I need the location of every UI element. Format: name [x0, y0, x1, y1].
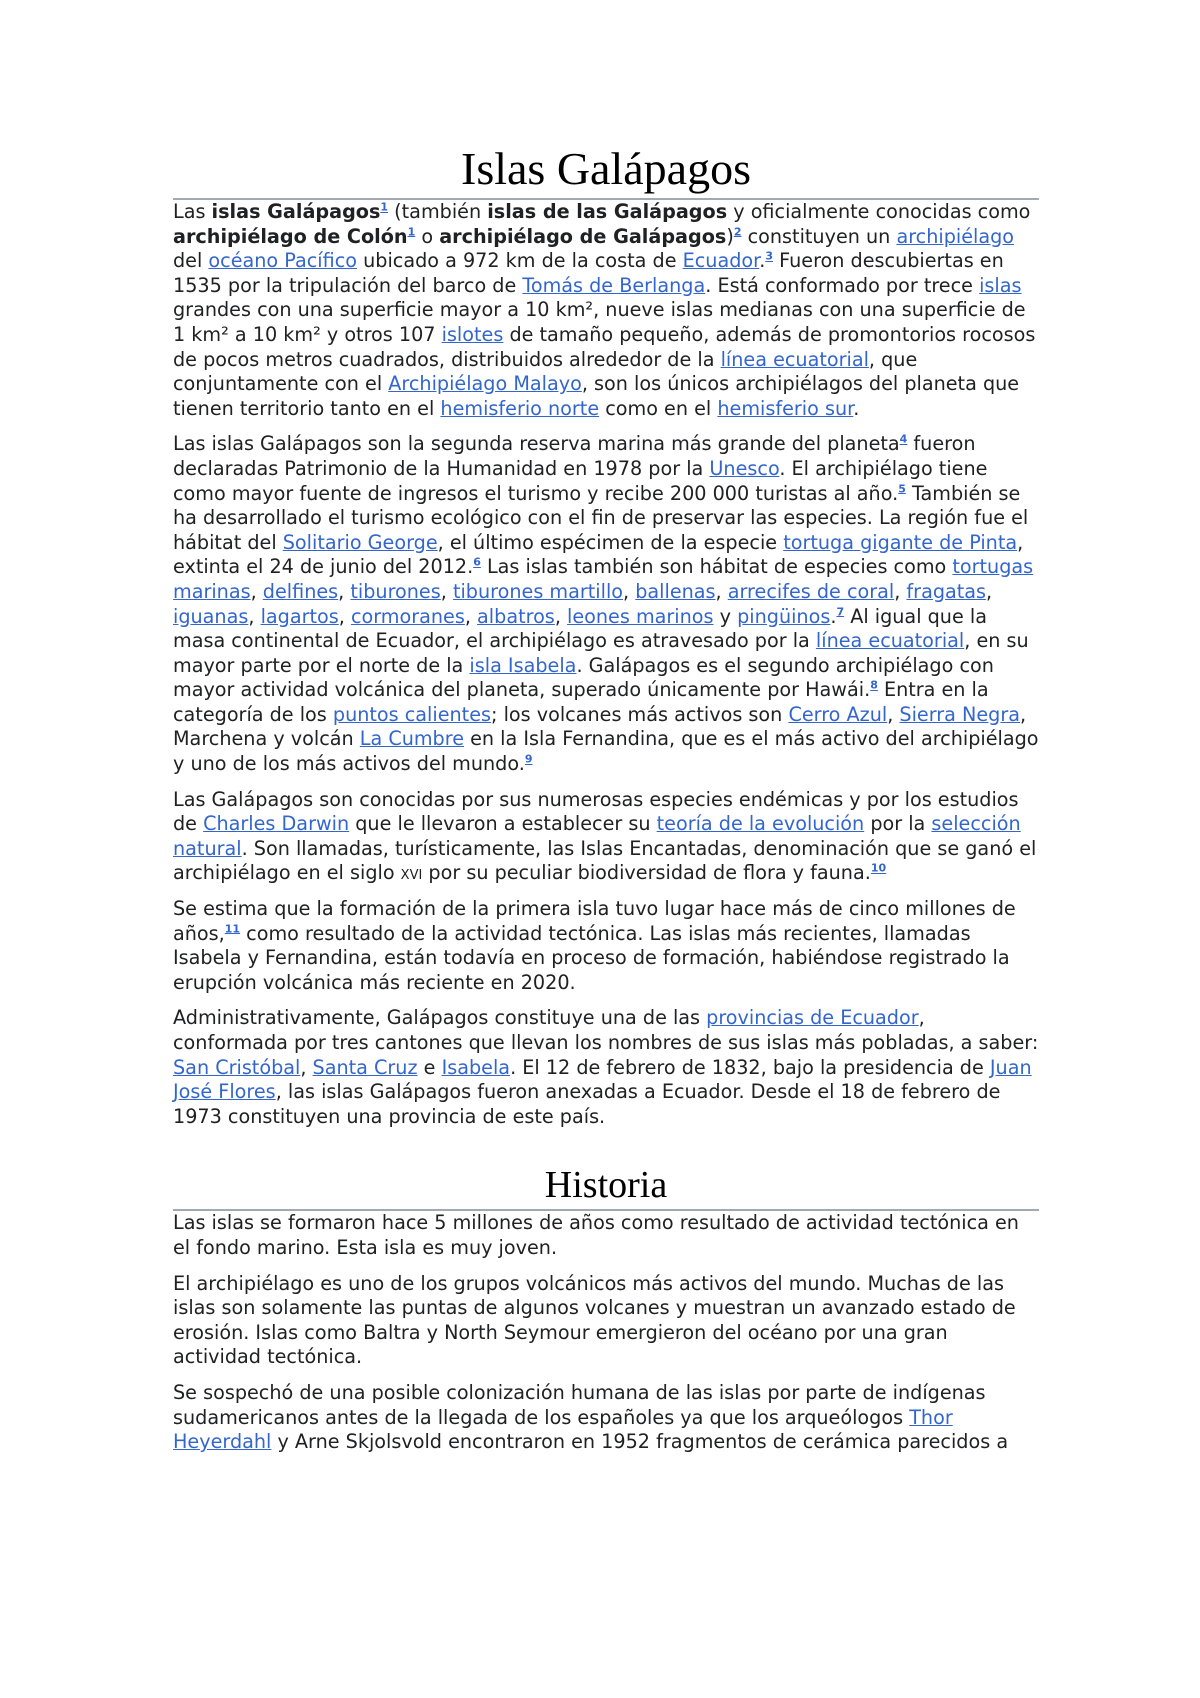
link-tomas-de-berlanga[interactable]: Tomás de Berlanga [522, 273, 706, 297]
reference-link[interactable]: 4 [899, 432, 908, 446]
link-tortugas-marinas[interactable]: tortugas marinas [173, 555, 1034, 603]
link-tiburones[interactable]: tiburones [350, 579, 441, 603]
text: y Arne Skjolsvold encontraron en 1952 fragmentos de cerámica parecidos a [271, 1430, 1009, 1454]
reference-link[interactable]: 3 [765, 249, 774, 263]
text: constituyen un [741, 224, 897, 248]
text: . El 12 de febrero de 1832, bajo la presidencia de [510, 1055, 990, 1079]
text: . [759, 249, 766, 273]
text: , [464, 604, 478, 628]
text: , el último espécimen de la especie [437, 530, 784, 554]
text: . Está conformado por trece [705, 273, 980, 297]
link-provincias-de-ecuador[interactable]: provincias de Ecuador [706, 1006, 919, 1030]
reference-link[interactable]: 6 [473, 555, 481, 569]
link-hemisferio-norte[interactable]: hemisferio norte [440, 396, 600, 420]
link-linea-ecuatorial[interactable]: línea ecuatorial [815, 629, 965, 653]
text: , conformada por tres cantones que llevan los nombres de sus islas más pobladas, a saber: [173, 1006, 1039, 1054]
link-teoria-de-la-evolucion[interactable]: teoría de la evolución [656, 812, 865, 836]
bold-term: islas de las Galápagos [487, 200, 728, 223]
text: e [417, 1055, 442, 1079]
reference-1[interactable] [380, 201, 388, 214]
text: y oficialmente conocidas como [727, 200, 1031, 223]
text: Las [173, 200, 212, 223]
reference-link[interactable]: 7 [836, 605, 845, 619]
link-oceano-pacifico[interactable]: océano Pacífico [208, 249, 357, 273]
link-albatros[interactable]: albatros [477, 604, 555, 628]
link-thor-heyerdahl[interactable]: Thor Heyerdahl [173, 1405, 953, 1454]
page-title: Islas Galápagos [173, 0, 1039, 200]
text: También se ha desarrollado el turismo ecológico con el fin de preservar las especies. La región fue el hábitat del [173, 481, 1029, 554]
link-islotes[interactable]: islotes [441, 322, 504, 346]
text: , en su mayor parte por el norte de la [173, 629, 1029, 677]
text: como en el [599, 396, 718, 420]
link-santa-cruz[interactable]: Santa Cruz [312, 1055, 418, 1079]
text: (también [388, 200, 488, 223]
link-isabela[interactable]: Isabela [441, 1055, 511, 1079]
bold-term: archipiélago de Galápagos [439, 224, 727, 248]
text: Fueron descubiertas en 1535 por la tripulación del barco de [173, 249, 1004, 297]
link-tiburones-martillo[interactable]: tiburones martillo [452, 579, 624, 603]
reference-link[interactable]: 2 [733, 225, 742, 239]
article-body [173, 200, 1039, 1129]
reference-link[interactable]: 10 [870, 862, 887, 876]
reference-link[interactable]: 8 [870, 678, 878, 692]
link-tortuga-gigante-de-pinta[interactable]: tortuga gigante de Pinta [783, 530, 1018, 554]
link-isla-isabela[interactable]: isla Isabela [469, 653, 577, 677]
link-charles-darwin[interactable]: Charles Darwin [203, 812, 350, 836]
text: . El archipiélago tiene como mayor fuente de ingresos el turismo y recibe 200 000 turistas al año. [173, 456, 988, 505]
text: por su peculiar biodiversidad de flora y fauna. [422, 861, 871, 885]
link-archipielago-malayo[interactable]: Archipiélago Malayo [388, 372, 582, 396]
text: . [853, 396, 860, 420]
text: fueron declaradas Patrimonio de la Humanidad en 1978 por la [173, 432, 976, 480]
link-islas[interactable]: islas [979, 273, 1022, 297]
reference-3[interactable] [765, 250, 773, 263]
text: , extinta el 24 de junio del 2012. [173, 530, 1024, 579]
text: ) [726, 224, 734, 248]
article [173, 0, 1039, 1466]
text: , [887, 702, 900, 726]
text: , [554, 604, 568, 628]
text: . [830, 604, 837, 628]
reference-link[interactable]: 9 [524, 752, 533, 766]
intro-paragraph-3 [173, 788, 1039, 886]
text: de tamaño pequeño, además de promontorios rocosos de pocos metros cuadrados, distribuidos alrededor de la [173, 322, 1036, 371]
link-pinguinos[interactable]: pingüinos [737, 604, 831, 628]
text: ubicado a 972 km de la costa de [357, 249, 683, 273]
link-juan-jose-flores[interactable]: Juan José Flores [173, 1055, 1032, 1104]
link-lagartos[interactable]: lagartos [260, 604, 339, 628]
link-san-cristobal[interactable]: San Cristóbal [173, 1055, 301, 1079]
reference-link[interactable]: 11 [224, 922, 241, 936]
reference-link[interactable]: 1 [407, 225, 416, 239]
text: , son los únicos archipiélagos del planeta que tienen territorio tanto en el [173, 372, 1020, 420]
bold-term: islas Galápagos [211, 200, 381, 223]
historia-paragraph-2 [173, 1272, 1039, 1370]
link-arrecifes-de-coral[interactable]: arrecifes de coral [727, 579, 895, 603]
link-solitario-george[interactable]: Solitario George [282, 530, 438, 554]
intro-paragraph-5 [173, 1006, 1039, 1129]
link-fragatas[interactable]: fragatas [906, 579, 987, 603]
text: del [173, 249, 209, 273]
text: en la Isla Fernandina, que es el más activo del archipiélago y uno de los más activos del mundo. [173, 727, 1039, 776]
text: , que conjuntamente con el [173, 347, 918, 396]
link-ecuador[interactable]: Ecuador [682, 249, 760, 273]
historia-paragraph-1 [173, 1211, 1039, 1260]
link-puntos-calientes[interactable]: puntos calientes [332, 702, 492, 726]
text: Las Galápagos son conocidas por sus numerosas especies endémicas y por los estudios de [173, 787, 1019, 836]
text: y [713, 604, 738, 628]
link-cormoranes[interactable]: cormoranes [350, 604, 465, 628]
text: , [248, 604, 261, 628]
text: , [440, 579, 453, 603]
link-ballenas[interactable]: ballenas [635, 579, 716, 603]
text: , [338, 604, 351, 628]
text: , [623, 579, 636, 603]
text: , [250, 579, 263, 603]
reference-11[interactable] [225, 922, 240, 935]
link-unesco[interactable]: Unesco [709, 456, 780, 480]
link-delfines[interactable]: delfines [262, 579, 339, 603]
link-leones-marinos[interactable]: leones marinos [567, 604, 714, 628]
text: grandes con una superficie mayor a 10 km², nueve islas medianas con una superficie de 1 km² a 10 km² y otros 107 [173, 298, 1026, 346]
text: , [715, 579, 728, 603]
text: que le llevaron a establecer su [349, 812, 657, 836]
link-linea-ecuatorial[interactable]: línea ecuatorial [720, 347, 869, 371]
reference-8[interactable] [870, 679, 878, 692]
reference-2[interactable] [734, 225, 742, 238]
text: Se estima que la formación de la primera isla tuvo lugar hace más de cinco millones de años, [173, 897, 1016, 945]
text: , [300, 1055, 313, 1079]
text: o [415, 224, 440, 248]
text: , [338, 579, 351, 603]
text: , las islas Galápagos fueron anexadas a Ecuador. Desde el 18 de febrero de 1973 constituyen una provincia de este país. [173, 1080, 1001, 1128]
historia-paragraph-3 [173, 1381, 1039, 1455]
reference-link[interactable]: 5 [898, 482, 906, 496]
text: Las islas también son hábitat de especies como [480, 555, 953, 579]
reference-6[interactable] [473, 556, 481, 569]
text: Al igual que la masa continental de Ecuador, el archipiélago es atravesado por la [173, 604, 987, 653]
link-iguanas[interactable]: iguanas [173, 604, 249, 628]
reference-link[interactable]: 1 [380, 200, 389, 214]
section-heading-historia: Historia [173, 1163, 1039, 1211]
text: por la [864, 812, 932, 836]
link-sierra-negra[interactable]: Sierra Negra [899, 702, 1020, 726]
text: . Galápagos es el segundo archipiélago con mayor actividad volcánica del planeta, superado únicamente por Hawái. [173, 653, 994, 702]
link-cerro-azul[interactable]: Cerro Azul [788, 702, 888, 726]
intro-paragraph-1 [173, 200, 1039, 421]
text: Entra en la categoría de los [173, 678, 989, 726]
intro-paragraph-2 [173, 432, 1039, 776]
reference-9[interactable] [525, 753, 533, 766]
link-la-cumbre[interactable]: La Cumbre [359, 727, 465, 751]
text: ; los volcanes más activos son [491, 702, 789, 726]
text: , Marchena y volcán [173, 702, 1027, 751]
link-seleccion-natural[interactable]: selección natural [173, 812, 1021, 860]
reference-7[interactable] [836, 605, 844, 618]
intro-paragraph-4 [173, 897, 1039, 995]
bold-term: archipiélago de Colón [173, 224, 408, 248]
text: , [894, 579, 907, 603]
link-archipielago[interactable]: archipiélago [896, 224, 1015, 248]
text: . Son llamadas, turísticamente, las Islas Encantadas, denominación que se ganó el archipiélago en el siglo [173, 836, 1037, 885]
link-hemisferio-sur[interactable]: hemisferio sur [717, 396, 854, 420]
century-numeral: xvi [400, 861, 423, 885]
reference-10[interactable] [871, 862, 886, 875]
text: Administrativamente, Galápagos constituye una de las [173, 1006, 707, 1030]
text: Las islas Galápagos son la segunda reserva marina más grande del planeta [173, 432, 900, 456]
text: , [986, 579, 993, 603]
historia-body [173, 1211, 1039, 1454]
text: como resultado de la actividad tectónica. Las islas más recientes, llamadas Isabela y Fernandina, están todavía en proceso de formación, habiéndose registrado la erupción volcánica más reciente en 2020. [173, 921, 1010, 994]
text: Se sospechó de una posible colonización humana de las islas por parte de indígenas sudamericanos antes de la llegada de los españoles ya que los arqueólogos [173, 1380, 986, 1429]
reference-5[interactable] [898, 482, 906, 495]
text: El archipiélago es uno de los grupos volcánicos más activos del mundo. Muchas de las islas son solamente las puntas de algunos volcanes y muestran un avanzado estado de erosión. Islas como Baltra y North Seymour emergieron del océano por una gran actividad tectónica. [173, 1271, 1016, 1369]
text: Las islas se formaron hace 5 millones de años como resultado de actividad tectónica en el fondo marino. Esta isla es muy joven. [173, 1211, 1019, 1259]
